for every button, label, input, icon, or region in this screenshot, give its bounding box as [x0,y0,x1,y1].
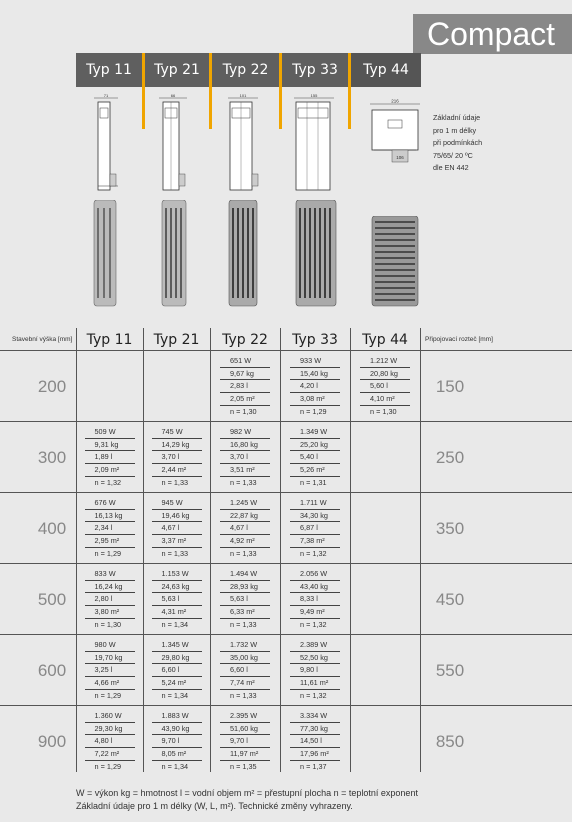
row-spacing-label: 350 [435,519,465,538]
cell-value: 1.711 W [290,497,340,510]
radiator-image-typ-44 [370,216,420,308]
brand-logo: Compact [413,14,572,54]
row-height-label: 600 [37,661,67,680]
cell-value: 4,66 m² [85,677,135,690]
cell-value: n = 1,30 [370,406,397,416]
dim-typ-33: 155 [310,94,318,98]
cell-value: 1.245 W [220,497,270,510]
cell-value: 17,96 m² [290,748,340,761]
table-cell [76,639,143,702]
tab-typ-22[interactable]: Typ 22 [212,53,279,87]
cell-value: 3,70 l [220,451,270,464]
cell-value: 1.494 W [220,568,270,581]
column-header-typ-11: Typ 11 [86,332,133,348]
cell-value: 982 W [220,426,270,439]
cell-value: 1.883 W [152,710,202,723]
cell-value: 16,80 kg [220,439,270,452]
cell-value: 651 W [220,355,270,368]
cell-value: n = 1,32 [300,690,327,700]
cell-value: 2,05 m² [220,393,270,406]
cell-value: 5,40 l [290,451,340,464]
table-cell [280,497,350,560]
column-header-typ-33: Typ 33 [292,332,338,348]
cell-value: 34,30 kg [290,510,340,523]
drawing-typ-21 [155,94,195,194]
table-cell [76,710,143,773]
cell-value: 8,33 l [290,593,340,606]
cell-value: 9,80 l [290,664,340,677]
cell-value: 4,92 m² [220,535,270,548]
table-cell [280,355,350,418]
cell-value: 4,67 l [152,522,202,535]
cell-value: 51,60 kg [220,723,270,736]
cell-value: 745 W [152,426,202,439]
table-cell [143,426,210,489]
cell-value: 9,70 l [152,735,202,748]
cell-value: n = 1,33 [230,477,257,487]
drawing-typ-11 [88,94,128,194]
cell-value: 5,26 m² [290,464,340,477]
cell-value: 5,63 l [152,593,202,606]
cell-value: 43,90 kg [152,723,202,736]
cell-value: 2,44 m² [152,464,202,477]
cell-value: 3,08 m² [290,393,340,406]
table-cell [210,497,280,560]
cell-value: 2,09 m² [85,464,135,477]
cell-value: 2,95 m² [85,535,135,548]
cell-value: 2,83 l [220,380,270,393]
cell-value: 980 W [85,639,135,652]
row-spacing-label: 150 [435,377,465,396]
cell-value: 3,51 m² [220,464,270,477]
cell-value: 6,87 l [290,522,340,535]
cell-value: 16,24 kg [85,581,135,594]
cell-value: 1.732 W [220,639,270,652]
table-cell [280,710,350,773]
tab-typ-44[interactable]: Typ 44 [351,53,421,87]
cell-value: 3,80 m² [85,606,135,619]
cell-value: 4,10 m² [360,393,410,406]
specs-note-line: dle EN 442 [433,163,469,172]
cell-value: 77,30 kg [290,723,340,736]
cell-value: n = 1,32 [300,619,327,629]
table-row [0,563,572,634]
column-header-typ-44: Typ 44 [362,332,408,348]
cell-value: n = 1,29 [94,761,122,771]
cell-value: 15,40 kg [290,368,340,381]
cell-value: 945 W [152,497,202,510]
table-cell [350,355,420,418]
column-header-typ-21: Typ 21 [153,332,200,348]
legend [76,787,418,812]
cell-value: n = 1,30 [230,406,257,416]
row-height-label: 900 [37,732,67,751]
row-height-label: 300 [37,448,67,467]
cell-value: n = 1,32 [300,548,327,558]
cell-value: 29,80 kg [152,652,202,665]
cell-value: 52,50 kg [290,652,340,665]
cell-value: 28,93 kg [220,581,270,594]
radiator-image-typ-11 [90,200,120,308]
cell-value: 2,34 l [85,522,135,535]
table-row [0,634,572,705]
cell-value: 7,74 m² [220,677,270,690]
cell-value: 2,80 l [85,593,135,606]
row-spacing-label: 850 [435,732,465,751]
specs-note-line: Základní údaje [433,113,481,122]
cell-value: 1.360 W [85,710,135,723]
cell-value: 25,20 kg [290,439,340,452]
cell-value: 2.389 W [290,639,340,652]
cell-value: n = 1,29 [300,406,327,416]
dim-typ-22: 101 [239,94,247,98]
cell-value: 2.056 W [290,568,340,581]
cell-value: 1.153 W [152,568,202,581]
table-cell [210,639,280,702]
cell-value: 509 W [85,426,135,439]
cell-value: n = 1,33 [230,690,257,700]
drawing-typ-33 [290,94,340,194]
table-row [0,421,572,492]
specs-note-line: při podmínkách [433,138,483,147]
left-axis-header: Stavební výška [mm] [12,336,73,343]
cell-value: n = 1,29 [94,690,122,700]
cell-value: 5,63 l [220,593,270,606]
specs-note-line: pro 1 m délky [433,125,477,135]
row-spacing-label: 550 [435,661,465,680]
cell-value: n = 1,33 [230,619,257,629]
table-cell [76,568,143,631]
table-cell [143,710,210,773]
cell-value: 20,80 kg [360,368,410,381]
table-cell [280,426,350,489]
table-cell [210,568,280,631]
tab-typ-11[interactable]: Typ 11 [76,53,142,87]
cell-value: 24,63 kg [152,581,202,594]
specs-note [433,112,543,175]
row-spacing-label: 250 [435,448,465,467]
cell-value: 676 W [85,497,135,510]
cell-value: n = 1,30 [94,619,122,629]
cell-value: 11,61 m² [290,677,340,690]
legend-line: W = výkon kg = hmotnost l = vodní objem m² = přestupní plocha n = teplotní exponent [76,788,418,798]
cell-value: 7,38 m² [290,535,340,548]
radiator-image-typ-21 [158,200,190,308]
table-cell [76,426,143,489]
cell-value: n = 1,37 [300,761,327,771]
row-height-label: 500 [37,590,67,609]
cell-value: 8,05 m² [152,748,202,761]
cell-value: 6,60 l [220,664,270,677]
table-cell [210,426,280,489]
cell-value: 7,22 m² [85,748,135,761]
column-header-typ-22: Typ 22 [222,332,268,348]
tab-typ-21[interactable]: Typ 21 [145,53,209,87]
cell-value: 19,70 kg [85,652,135,665]
cell-value: 9,49 m² [290,606,340,619]
type-tabs [76,53,432,87]
radiator-image-typ-33 [294,200,338,308]
cell-value: 9,31 kg [85,439,135,452]
cell-value: 1.212 W [360,355,410,368]
tab-typ-33[interactable]: Typ 33 [282,53,348,87]
cell-value: 9,70 l [220,735,270,748]
cell-value: 3,37 m² [152,535,202,548]
cell-value: 3,70 l [152,451,202,464]
cell-value: 4,31 m² [152,606,202,619]
dim-typ-11: 71 [103,94,109,98]
specs-note-line: 75/65/ 20 ºC [433,150,473,160]
table-cell [143,497,210,560]
table-cell [76,497,143,560]
cell-value: 5,24 m² [152,677,202,690]
cell-value: 3.334 W [290,710,340,723]
cell-value: 35,00 kg [220,652,270,665]
table-row [0,492,572,563]
table-cell [280,568,350,631]
cell-value: 3,25 l [85,664,135,677]
cell-value: 16,13 kg [85,510,135,523]
row-height-label: 200 [37,377,67,396]
table-row [0,350,572,421]
cell-value: n = 1,34 [161,761,189,771]
row-spacing-label: 450 [435,590,465,609]
dim-typ-44-height: 106 [396,155,404,160]
dim-typ-21: 66 [170,94,176,98]
cell-value: 9,67 kg [220,368,270,381]
table-cell [143,568,210,631]
cell-value: n = 1,33 [161,477,189,487]
cell-value: n = 1,33 [230,548,257,558]
cell-value: 14,29 kg [152,439,202,452]
cell-value: n = 1,29 [94,548,122,558]
cell-value: n = 1,34 [161,619,189,629]
right-axis-header: Připojovací rozteč [mm] [425,336,493,343]
table-cell [210,710,280,773]
radiator-image-typ-22 [226,200,260,308]
cell-value: 4,67 l [220,522,270,535]
row-height-label: 400 [37,519,67,538]
table-row [0,705,572,776]
cell-value: n = 1,31 [300,477,327,487]
cell-value: n = 1,33 [161,548,189,558]
dim-typ-44-width: 216 [391,98,399,104]
cell-value: 6,33 m² [220,606,270,619]
cell-value: 5,60 l [360,380,410,393]
cell-value: 6,60 l [152,664,202,677]
legend-line: Základní údaje pro 1 m délky (W, L, m²). Technické změny vyhrazeny. [76,800,353,811]
cell-value: 22,87 kg [220,510,270,523]
cell-value: 4,80 l [85,735,135,748]
table-cell [143,639,210,702]
cell-value: 833 W [85,568,135,581]
cell-value: n = 1,32 [94,477,122,487]
cell-value: 4,20 l [290,380,340,393]
cell-value: 11,97 m² [220,748,270,761]
cell-value: 1.345 W [152,639,202,652]
cell-value: 933 W [290,355,340,368]
table-cell [280,639,350,702]
drawing-typ-44 [366,98,426,168]
cell-value: 1,89 l [85,451,135,464]
cell-value: 1.349 W [290,426,340,439]
cell-value: 43,40 kg [290,581,340,594]
cell-value: 29,30 kg [85,723,135,736]
cell-value: 2.395 W [220,710,270,723]
cell-value: 14,50 l [290,735,340,748]
cell-value: 19,46 kg [152,510,202,523]
drawing-typ-22 [224,94,264,194]
cell-value: n = 1,34 [161,690,189,700]
table-cell [210,355,280,418]
cell-value: n = 1,35 [230,761,257,771]
